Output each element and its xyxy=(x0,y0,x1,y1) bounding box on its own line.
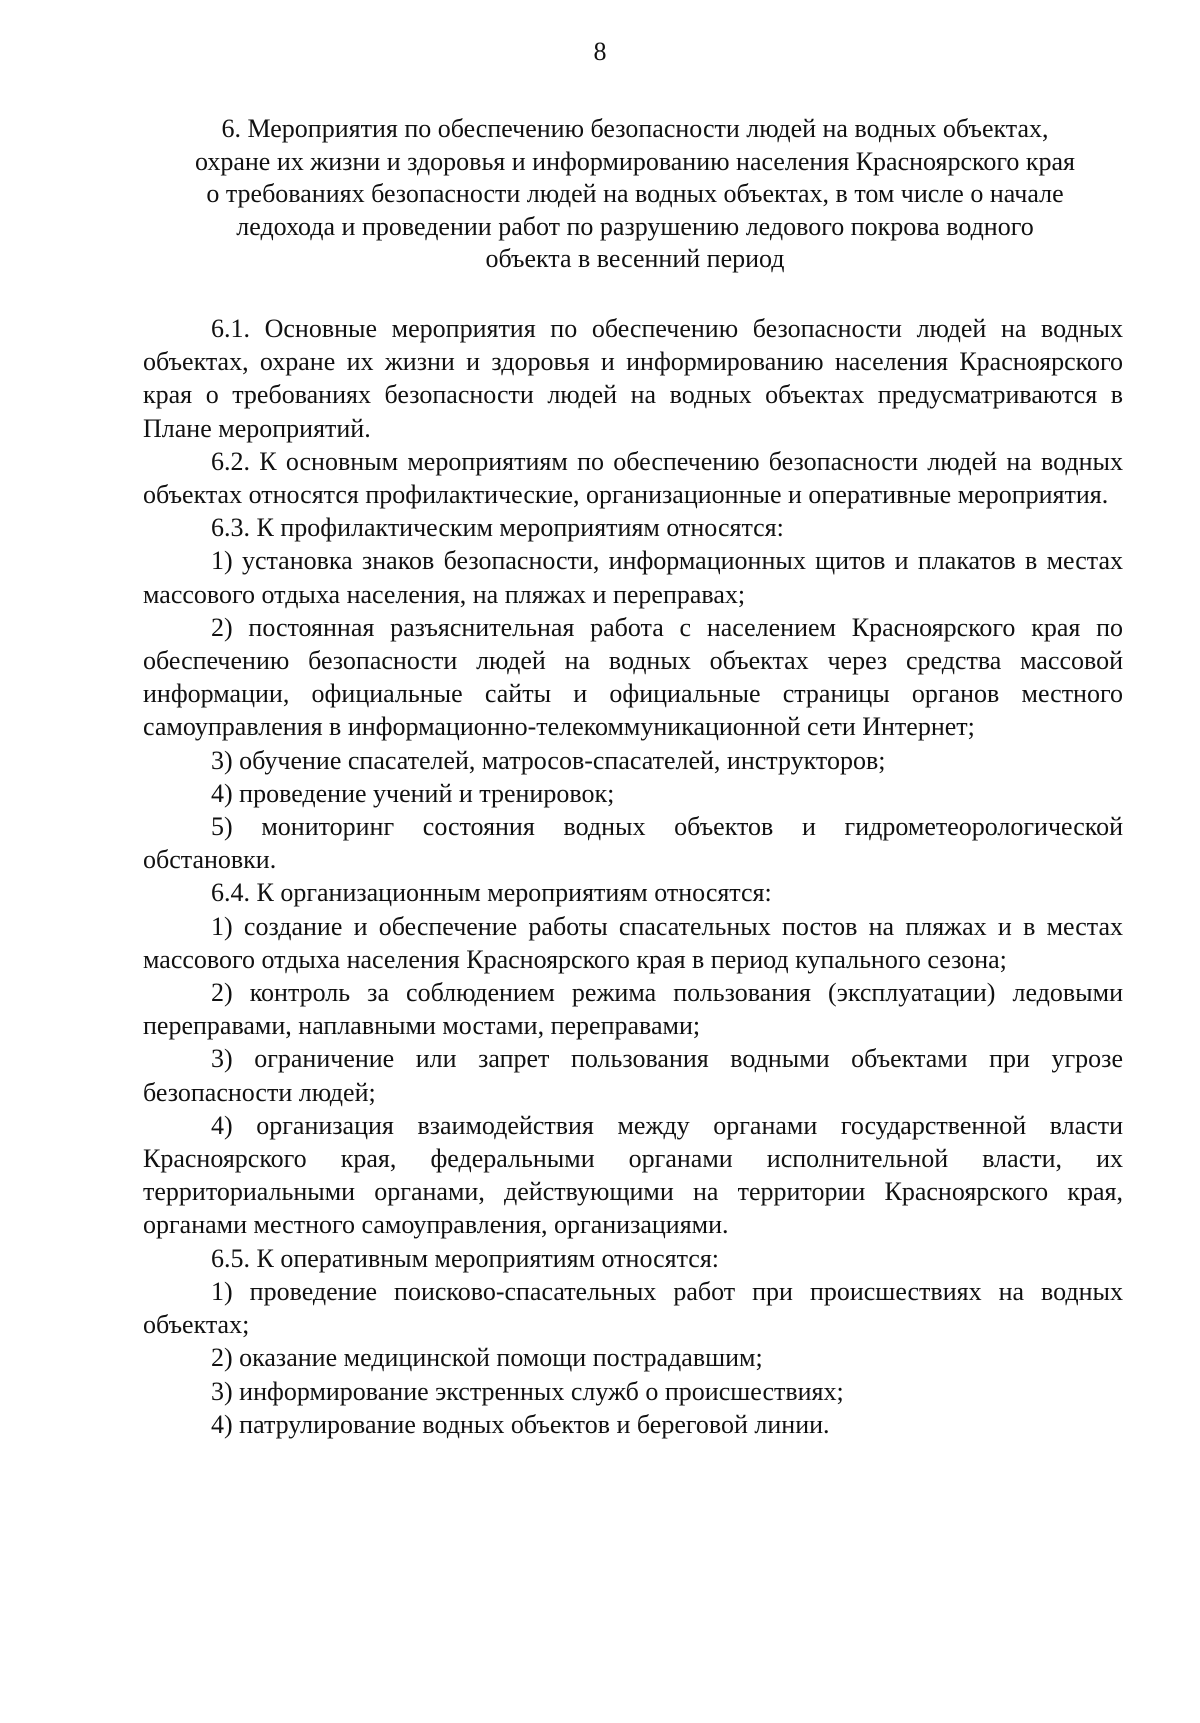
section-title xyxy=(140,113,1130,276)
list-item: 3) ограничение или запрет пользования водными объектами при угрозе безопасности людей; xyxy=(143,1044,1123,1107)
list-item: 4) проведение учений и тренировок; xyxy=(211,778,615,808)
document-body xyxy=(143,312,1123,1441)
section-title-line: объекта в весенний период xyxy=(485,244,785,273)
section-title-line: ледохода и проведении работ по разрушению ледового покрова водного xyxy=(236,211,1034,241)
section-title-line: охране их жизни и здоровья и информированию населения Красноярского края xyxy=(194,146,1075,176)
section-title-line: о требованиях безопасности людей на водных объектах, в том числе о начале xyxy=(206,179,1064,208)
list-item: 5) мониторинг состояния водных объектов и гидрометеорологической обстановки. xyxy=(143,812,1123,875)
list-item: 3) информирование экстренных служб о происшествиях; xyxy=(211,1376,844,1406)
list-item: 3) обучение спасателей, матросов-спасателей, инструкторов; xyxy=(211,745,886,775)
paragraph-6-2: 6.2. К основным мероприятиям по обеспечению безопасности людей на водных объектах относятся профилактические, организационные и оперативные мероприятия. xyxy=(143,446,1123,510)
list-item: 1) установка знаков безопасности, информационных щитов и плакатов в местах массового отдыха населения, на пляжах и переправах; xyxy=(143,546,1123,609)
paragraph-6-3: 6.3. К профилактическим мероприятиям относятся: xyxy=(211,513,784,543)
list-item: 1) создание и обеспечение работы спасательных постов на пляжах и в местах массового отдыха населения Красноярского края в период купального сезона; xyxy=(143,911,1123,974)
section-title-line: 6. Мероприятия по обеспечению безопасности людей на водных объектах, xyxy=(221,114,1049,143)
paragraph-6-5: 6.5. К оперативным мероприятиям относятся: xyxy=(211,1243,720,1273)
paragraph-6-1: 6.1. Основные мероприятия по обеспечению безопасности людей на водных объектах, охране их жизни и здоровья и информированию населения Красноярского края о требованиях безопасности людей на водных объектах предусматриваются в Плане мероприятий. xyxy=(143,314,1123,443)
page-number: 8 xyxy=(593,37,607,66)
list-item: 4) организация взаимодействия между органами государственной власти Красноярского края, федеральными органами исполнительной власти, их территориальными органами, действующими на территории Красноярского края, органами местного самоуправления, организациями. xyxy=(143,1110,1123,1240)
paragraph-6-4: 6.4. К организационным мероприятиям относятся: xyxy=(211,878,772,908)
list-item: 4) патрулирование водных объектов и береговой линии. xyxy=(211,1409,830,1439)
list-item: 2) постоянная разъяснительная работа с населением Красноярского края по обеспечению безопасности людей на водных объектах через средства массовой информации, официальные сайты и официальные страницы органов местного самоуправления в информационно-телекоммуникационной сети Интернет; xyxy=(143,612,1123,742)
list-item: 1) проведение поисково-спасательных работ при происшествиях на водных объектах; xyxy=(143,1276,1123,1340)
list-item: 2) контроль за соблюдением режима пользования (эксплуатации) ледовыми переправами, наплавными мостами, переправами; xyxy=(143,978,1123,1041)
list-item: 2) оказание медицинской помощи пострадавшим; xyxy=(211,1343,763,1373)
